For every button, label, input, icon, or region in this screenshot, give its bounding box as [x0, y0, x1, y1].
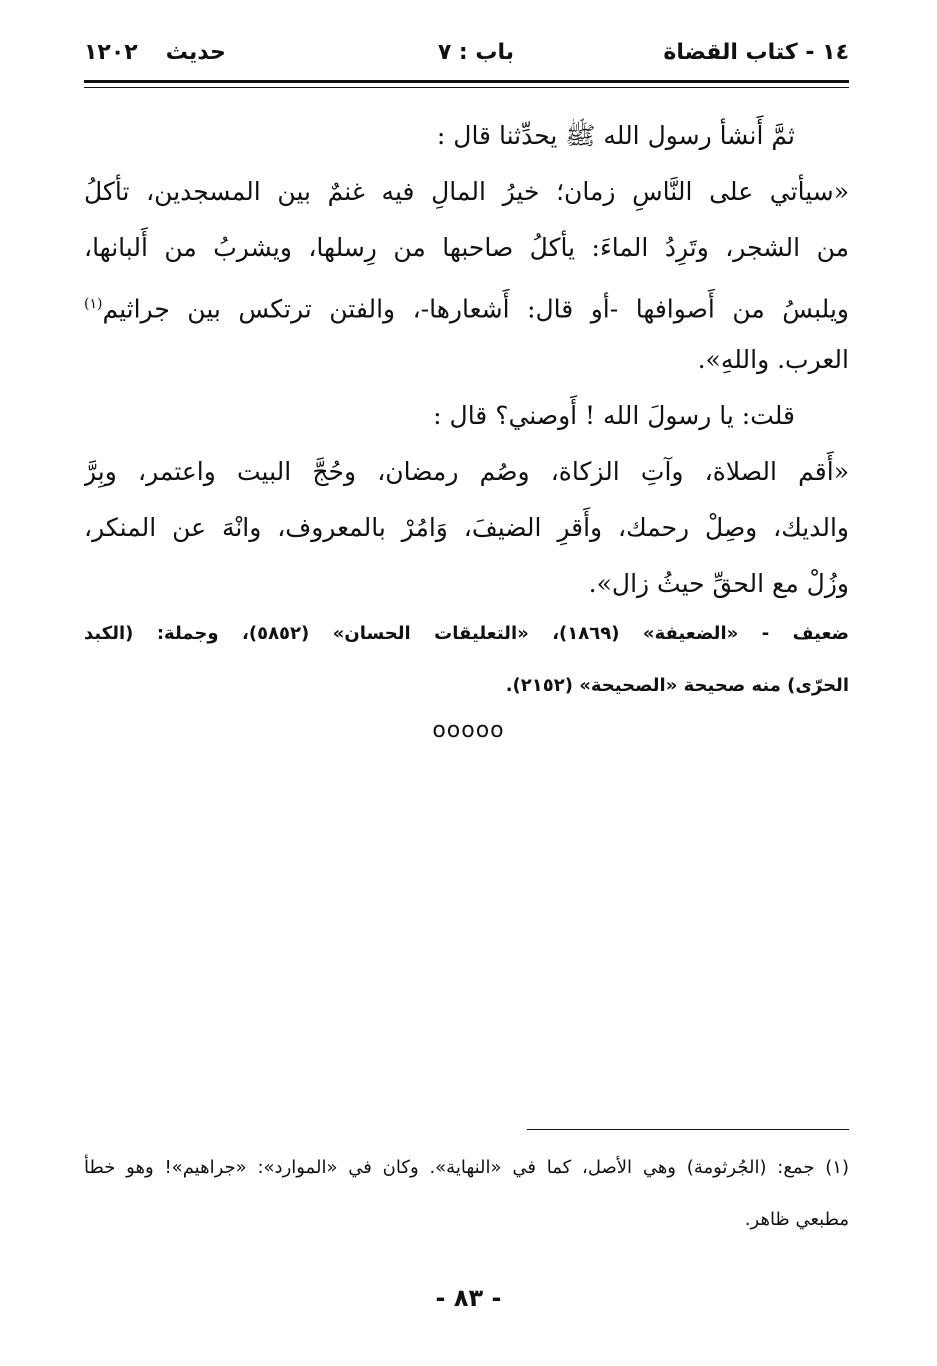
- hadith-text: [84, 108, 849, 612]
- page-number: - ٨٣ -: [435, 1284, 502, 1312]
- footnote-line-2: مطبعي ظاهر.: [744, 1209, 849, 1230]
- footnote: [84, 1142, 849, 1246]
- text-line-4-content: ويلبسُ من أَصوافها -أو قال: أَشعارها-، والفتن ترتكس بين جراثيم: [102, 294, 849, 324]
- text-line-3: من الشجر، وتَرِدُ الماءَ: يأكلُ صاحبها من رِسلها، ويشربُ من أَلبانها،: [84, 233, 849, 262]
- text-line-8: والديك، وصِلْ رحمك، وأَقرِ الضيفَ، وَامُرْ بالمعروف، وانْهَ عن المنكر،: [84, 513, 849, 542]
- chapter-label: باب : ٧: [437, 40, 514, 65]
- grading-line-1: ضعيف - «الضعيفة» (١٨٦٩)، «التعليقات الحسان» (٥٨٥٢)، وجملة: (الكبد: [84, 623, 849, 644]
- footnote-line-1: (١) جمع: (الجُرثومة) وهي الأصل، كما في «النهاية». وكان في «الموارد»: «جراهيم»! وهو خطأ: [84, 1157, 849, 1178]
- grading-line-2: الحرّى) منه صحيحة «الصحيحة» (٢١٥٢).: [505, 675, 849, 696]
- text-line-2: «سيأتي على النَّاسِ زمان؛ خيرُ المالِ فيه غنمٌ بين المسجدين، تأكلُ: [84, 177, 849, 206]
- header-rule-thick: [84, 80, 849, 83]
- hadith-grading: [84, 608, 849, 712]
- text-line-9: وزُلْ مع الحقِّ حيثُ زال».: [588, 569, 849, 598]
- text-line-7: «أَقم الصلاة، وآتِ الزكاة، وصُم رمضان، وحُجَّ البيت واعتمر، وبِرَّ: [84, 457, 849, 486]
- text-line-6: قلت: يا رسولَ الله ! أَوصني؟ قال :: [433, 401, 795, 430]
- running-header: [84, 40, 849, 80]
- footnote-rule: [527, 1129, 849, 1130]
- text-line-5: العرب. واللهِ».: [697, 345, 849, 374]
- section-separator: ooooo: [432, 718, 505, 743]
- text-line-4: [84, 276, 849, 332]
- text-line-1: ثمَّ أَنشأ رسول الله ﷺ يحدِّثنا قال :: [436, 121, 795, 150]
- book-title: ١٤ - كتاب القضاة: [663, 40, 849, 65]
- header-rule-thin: [84, 87, 849, 88]
- hadith-number: ١٢٠٢: [84, 40, 138, 65]
- footnote-marker: (١): [84, 296, 103, 312]
- hadith-reference: [84, 40, 226, 65]
- hadith-label: حديث: [165, 40, 226, 65]
